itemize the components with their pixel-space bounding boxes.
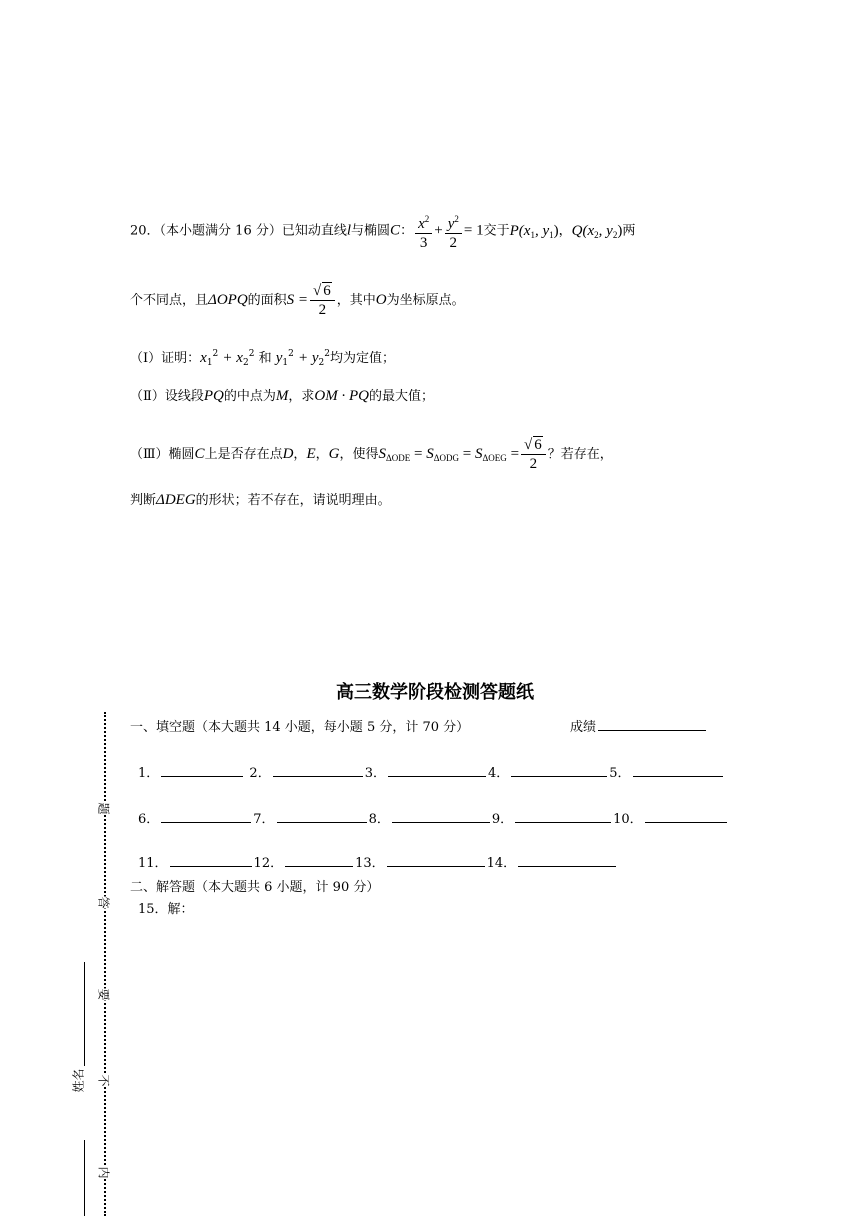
margin-char-2: 答 — [94, 896, 115, 908]
blank-label-6: 6． — [138, 812, 160, 827]
problem-20-line-1 — [130, 210, 635, 250]
den-2: 2 — [318, 302, 327, 318]
margin-char-1: 题 — [94, 802, 115, 814]
sub: 1 — [282, 358, 289, 368]
score-field — [570, 716, 708, 735]
den-3: 3 — [419, 235, 428, 251]
text-midpoint: 的中点为 — [223, 389, 276, 404]
answer-blank-4[interactable] — [511, 764, 607, 777]
P-mid: , y — [534, 222, 550, 239]
Q-mid: , y — [598, 222, 613, 239]
answer-blank-3[interactable] — [388, 764, 486, 777]
S-equals: S = — [286, 292, 309, 308]
blank-label-13: 13． — [355, 856, 385, 871]
sub: 1 — [549, 229, 554, 240]
score-label: 成绩 — [570, 720, 597, 735]
problem-20-part-1 — [130, 344, 395, 373]
var-y: y — [447, 216, 455, 232]
exp: 2 — [288, 349, 294, 359]
name-underline[interactable] — [84, 962, 85, 1066]
S1: S — [378, 446, 386, 462]
blank-label-2: 2． — [249, 766, 271, 781]
text-shape: 的形状；若不存在，请说明理由。 — [195, 493, 391, 508]
blank-label-1: 1． — [138, 766, 160, 781]
plus: + — [434, 222, 443, 239]
P-open: P(x — [509, 222, 531, 239]
equals-1: = 1 — [463, 222, 484, 239]
radicand-6: 6 — [323, 283, 331, 299]
section-2-heading: 二、解答题（本大题共 6 小题，计 90 分） — [130, 880, 380, 895]
blanks-row-2 — [138, 808, 729, 827]
radicand-6: 6 — [534, 437, 542, 453]
triangle-OPQ: ΔOPQ — [208, 292, 248, 308]
answer-blank-14[interactable] — [518, 854, 616, 867]
blank-label-9: 9． — [491, 812, 514, 827]
blank-label-11: 11． — [138, 856, 168, 871]
margin-char-5: 内 — [94, 1166, 115, 1178]
answer-blank-9[interactable] — [515, 810, 611, 823]
segment-PQ: PQ — [203, 388, 224, 404]
sub: 2 — [612, 229, 618, 240]
P-close: ) — [553, 222, 559, 239]
text-where: ，其中 — [336, 293, 376, 308]
sub-ODE: ΔODE — [385, 453, 411, 463]
question-15-label: 15．解： — [138, 902, 194, 917]
exp: 2 — [212, 349, 219, 359]
eq: = — [414, 446, 423, 462]
problem-20-last-line — [130, 490, 391, 511]
den-2: 2 — [529, 456, 538, 472]
answer-blank-2[interactable] — [273, 764, 363, 777]
margin-char-3: 要 — [94, 988, 115, 1000]
colon: ： — [400, 223, 414, 239]
var-C: C — [390, 222, 401, 239]
name-label: 姓名 — [71, 1068, 86, 1093]
answer-blank-5[interactable] — [633, 764, 723, 777]
exp: 2 — [324, 349, 330, 359]
point-P — [510, 223, 559, 239]
part-1-label: （Ⅰ）证明： — [130, 351, 201, 366]
text-judge: 判断 — [130, 493, 157, 508]
text-max: 的最大值； — [368, 389, 434, 404]
part-3-label: （Ⅲ）椭圆 — [130, 447, 195, 462]
blank-label-4: 4． — [487, 766, 510, 781]
product-OM-PQ: OM · PQ — [314, 388, 369, 404]
sep: ， — [558, 223, 572, 239]
var-G: G — [328, 446, 340, 462]
text-origin: 为坐标原点。 — [386, 293, 465, 308]
sub-OEG: ΔOEG — [482, 453, 507, 463]
text-exists: 上是否存在点 — [204, 447, 283, 462]
blank-label-14: 14． — [486, 856, 517, 871]
blanks-row-1 — [138, 762, 725, 781]
text-if-exists: ？若存在， — [547, 447, 613, 462]
text-and: 和 — [258, 351, 272, 366]
blanks-row-3 — [138, 852, 618, 871]
blank-label-5: 5． — [609, 766, 631, 781]
point-Q — [572, 223, 623, 239]
eq: = — [462, 446, 472, 462]
answer-blank-1[interactable] — [161, 764, 243, 777]
fraction-y2-over-2 — [445, 210, 462, 252]
answer-sheet-title: 高三数学阶段检测答题纸 — [336, 682, 534, 703]
fraction-x2-over-3 — [415, 210, 432, 252]
fraction-sqrt6-over-2: $\frac{√ 6}{2}$ — [310, 282, 335, 319]
text-distinct: 个不同点，且 — [130, 293, 209, 308]
answer-blank-6[interactable] — [161, 810, 251, 823]
answer-blank-8[interactable] — [392, 810, 490, 823]
text-find: ，求 — [288, 389, 315, 404]
sep: ， — [315, 447, 329, 462]
plus-x-term: + x — [222, 350, 243, 366]
var-E: E — [306, 446, 316, 462]
section-1-heading: 一、填空题（本大题共 14 小题，每小题 5 分，计 70 分） — [130, 720, 470, 735]
Q-close: ) — [617, 222, 623, 239]
problem-20-part-3 — [130, 434, 613, 474]
text-constant: 均为定值； — [330, 351, 396, 366]
problem-20-part-2 — [130, 386, 434, 407]
part-2-label: （Ⅱ）设线段 — [130, 389, 204, 404]
answer-blank-11[interactable] — [170, 854, 252, 867]
sub-ODG: ΔODG — [433, 453, 460, 463]
exp-2: 2 — [424, 214, 430, 224]
blank-label-12: 12． — [253, 856, 284, 871]
den-2: 2 — [449, 235, 458, 251]
score-blank[interactable] — [598, 718, 706, 731]
seal-line-dotted — [104, 712, 106, 1216]
text-area: 的面积 — [247, 293, 287, 308]
problem-20-intro: 20．（本小题满分 16 分）已知动直线 — [130, 223, 347, 239]
answer-blank-12[interactable] — [285, 854, 353, 867]
var-M: M — [275, 388, 289, 404]
var-x: x — [418, 216, 425, 232]
answer-blank-13[interactable] — [387, 854, 485, 867]
var-D: D — [282, 446, 294, 462]
sub: 2 — [318, 358, 325, 368]
exp: 2 — [248, 349, 255, 359]
blank-label-10: 10． — [613, 812, 643, 827]
problem-20-line-2 — [130, 280, 465, 320]
exp-2: 2 — [454, 214, 459, 224]
sep: ， — [293, 447, 307, 462]
eq: = — [510, 446, 520, 462]
plus-y-term: + y — [298, 350, 319, 366]
y-term: y — [275, 350, 283, 366]
margin-char-4: 不 — [94, 1074, 115, 1086]
sub: 1 — [530, 229, 535, 240]
x-term: x — [200, 350, 207, 366]
S2: S — [426, 446, 434, 462]
var-O: O — [375, 292, 387, 308]
var-l: l — [346, 222, 352, 239]
sub: 2 — [594, 229, 599, 240]
blank-label-3: 3． — [364, 766, 386, 781]
triangle-DEG: ΔDEG — [156, 492, 196, 508]
var-C: C — [194, 446, 205, 462]
blank-label-8: 8． — [368, 812, 390, 827]
sub: 1 — [206, 358, 213, 368]
text-ellipse: 与椭圆 — [351, 223, 391, 239]
Q-open: Q(x — [571, 222, 595, 239]
S3: S — [475, 446, 483, 462]
text-two: 两 — [622, 223, 636, 239]
class-underline[interactable] — [84, 1140, 85, 1216]
answer-blank-7[interactable] — [277, 810, 367, 823]
text-such-that: ，使得 — [339, 447, 379, 462]
sub: 2 — [242, 358, 249, 368]
fraction-sqrt6-over-2: $\frac{√ 6}{2}$ — [521, 436, 546, 473]
blank-label-7: 7． — [253, 812, 275, 827]
answer-blank-10[interactable] — [645, 810, 727, 823]
text-intersect: 交于 — [483, 223, 510, 239]
